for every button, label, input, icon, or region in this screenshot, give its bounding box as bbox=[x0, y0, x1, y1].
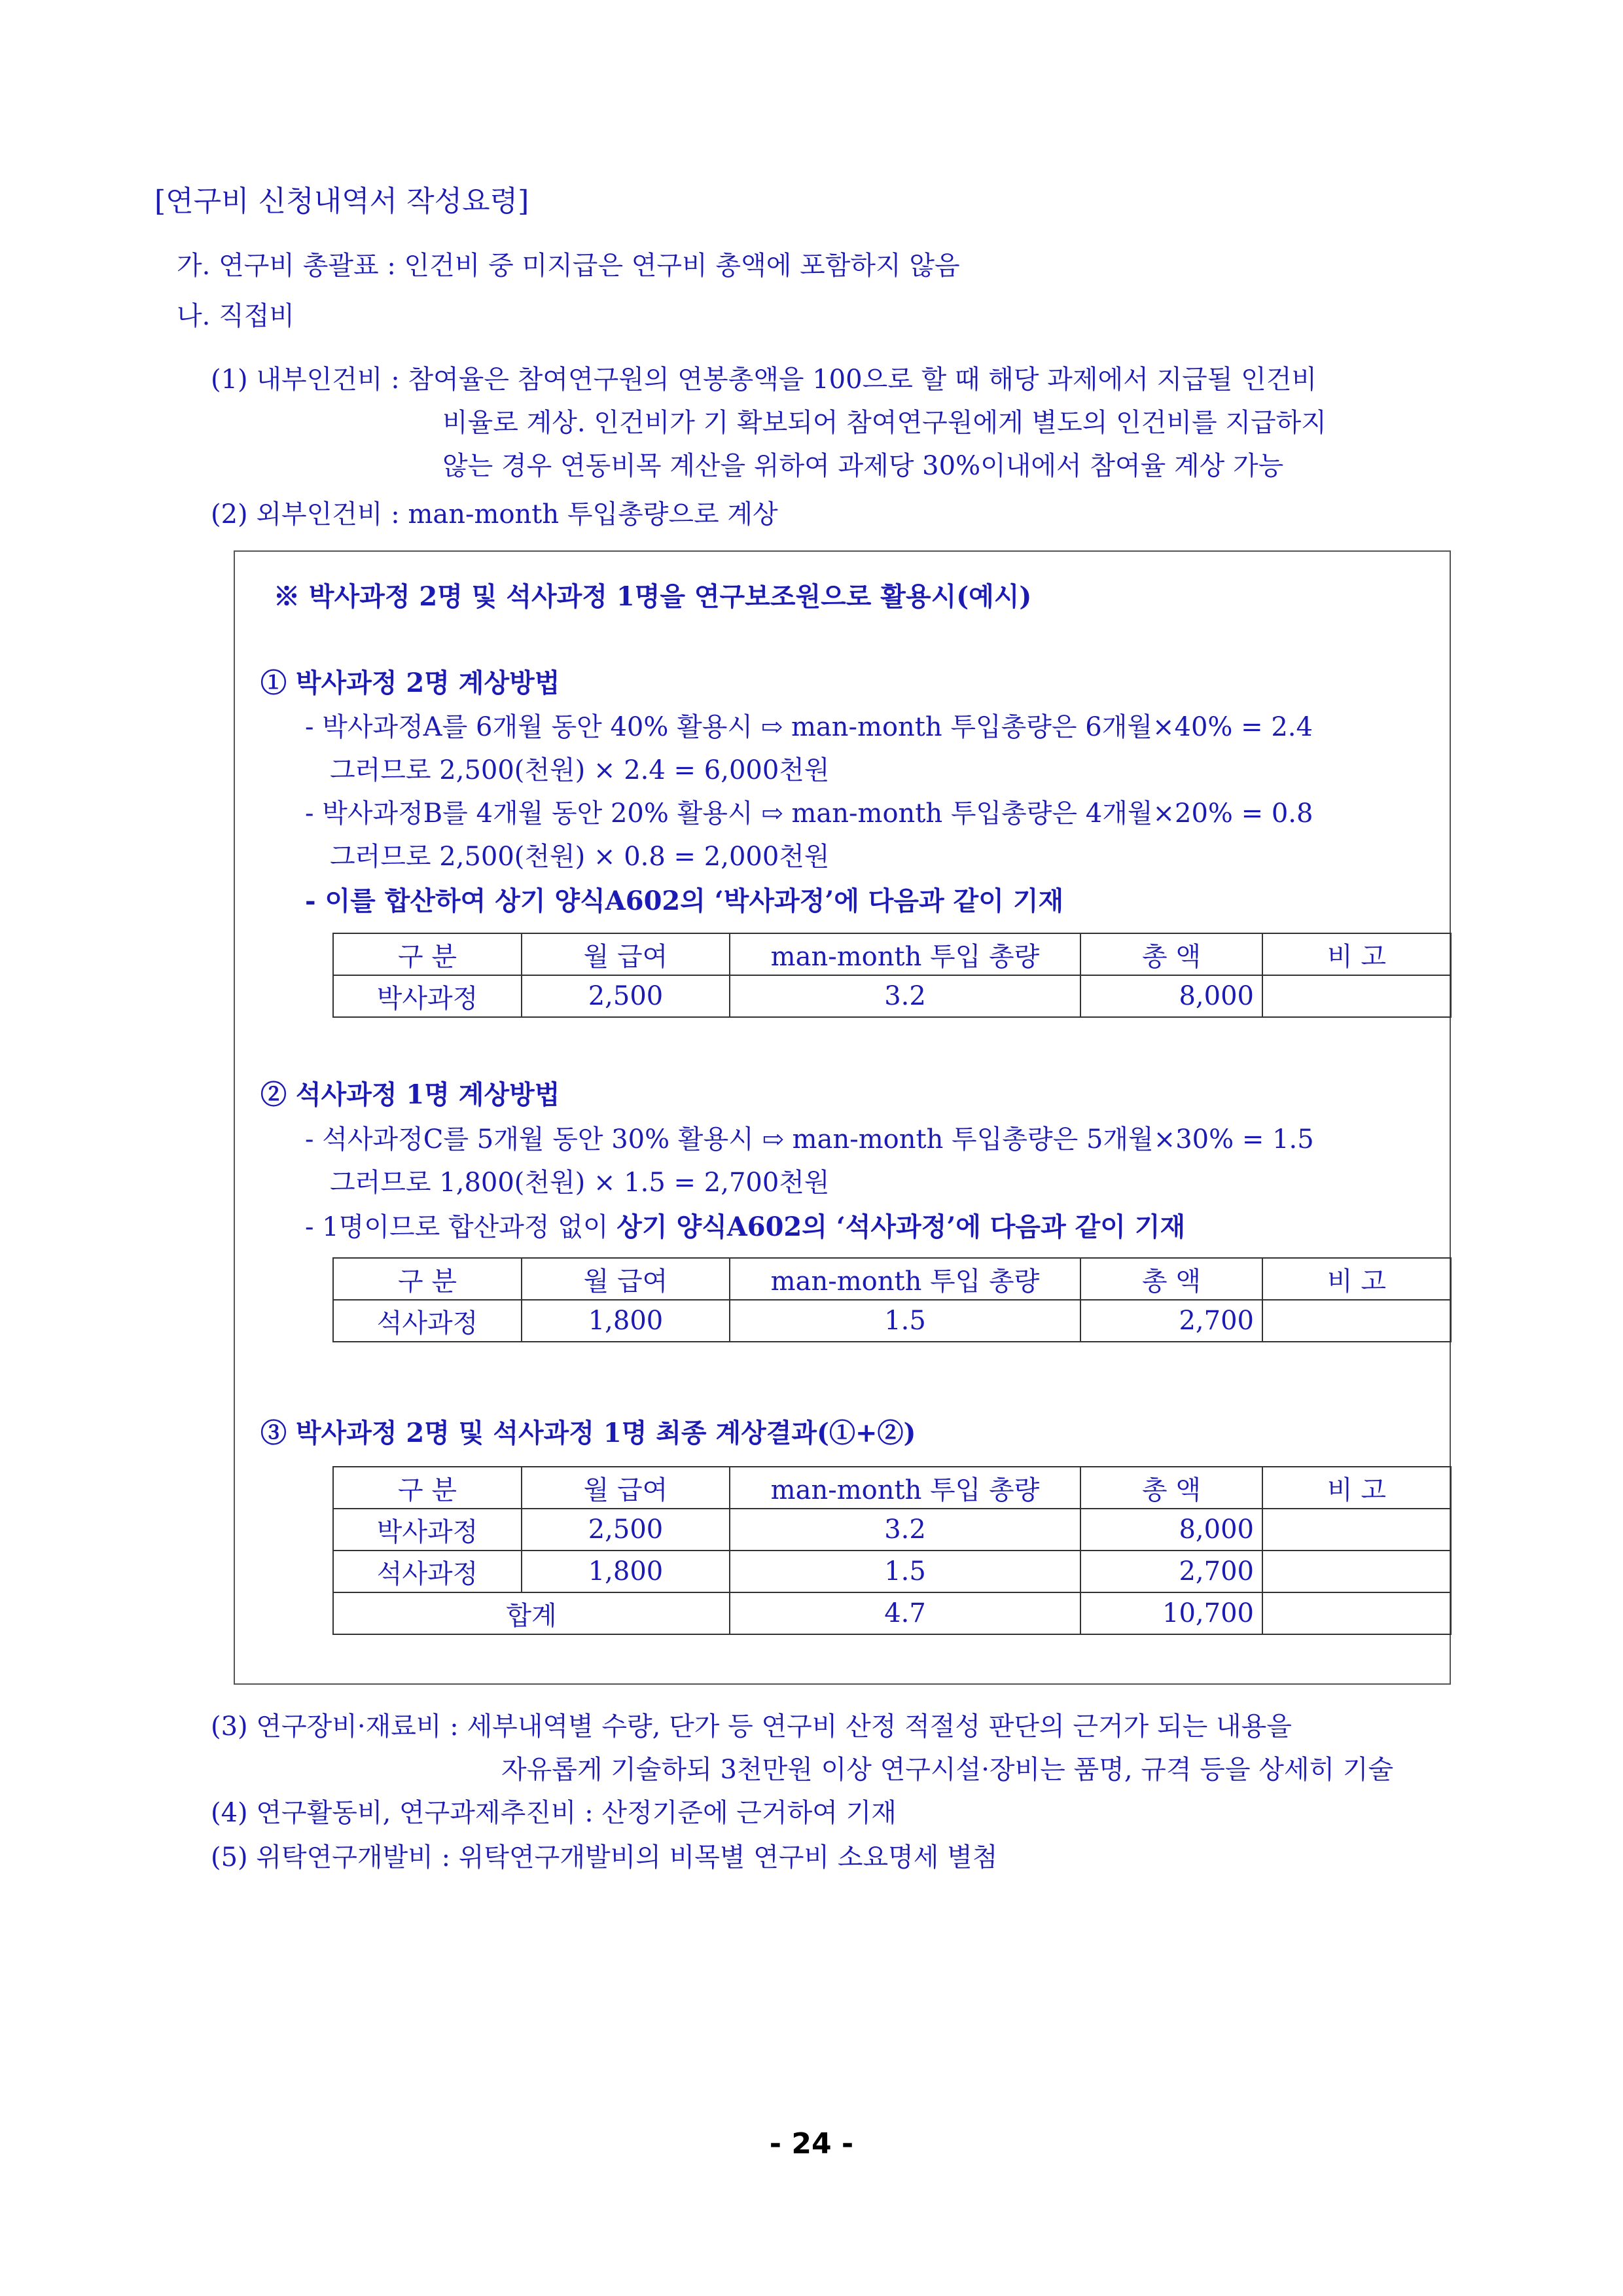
table-cell: 2,700 bbox=[1080, 1300, 1262, 1342]
header-cell: 월 급여 bbox=[522, 933, 730, 975]
header-cell: 구 분 bbox=[333, 933, 522, 975]
example-title: ※ 박사과정 2명 및 석사과정 1명을 연구보조원으로 활용시(예시) bbox=[274, 581, 1032, 612]
sec1-line5: - 이를 합산하여 상기 양식A602의 ‘박사과정’에 다음과 같이 기재 bbox=[305, 886, 1064, 916]
table-header-row bbox=[333, 1258, 1451, 1300]
table-row bbox=[333, 975, 1451, 1017]
sec1-heading: ① 박사과정 2명 계상방법 bbox=[260, 668, 560, 698]
total-cell: 10,700 bbox=[1080, 1592, 1262, 1634]
table-cell: 1,800 bbox=[522, 1300, 730, 1342]
table-cell bbox=[1262, 1551, 1451, 1592]
sec2-line1: - 석사과정C를 5개월 동안 30% 활용시 ⇨ man-month 투입총량은 5개월×30% = 1.5 bbox=[305, 1124, 1314, 1155]
table-masters bbox=[332, 1257, 1452, 1342]
header-cell: 총 액 bbox=[1080, 1258, 1262, 1300]
table-final bbox=[332, 1466, 1452, 1635]
table-cell: 2,700 bbox=[1080, 1551, 1262, 1592]
header-cell: 비 고 bbox=[1262, 1258, 1451, 1300]
table-header-row bbox=[333, 933, 1451, 975]
sec2-line3-plain: - 1명이므로 합산과정 없이 bbox=[305, 1212, 617, 1242]
table-cell: 석사과정 bbox=[333, 1551, 522, 1592]
p4-line: (4) 연구활동비, 연구과제추진비 : 산정기준에 근거하여 기재 bbox=[211, 1798, 897, 1828]
table-cell: 8,000 bbox=[1080, 975, 1262, 1017]
table-cell: 2,500 bbox=[522, 1509, 730, 1551]
table-cell: 1.5 bbox=[730, 1300, 1080, 1342]
item-na: 나. 직접비 bbox=[177, 301, 294, 331]
header-cell: man-month 투입 총량 bbox=[730, 1258, 1080, 1300]
header-cell: 총 액 bbox=[1080, 933, 1262, 975]
table-cell: 8,000 bbox=[1080, 1509, 1262, 1551]
table-row bbox=[333, 1551, 1451, 1592]
table-cell: 3.2 bbox=[730, 975, 1080, 1017]
table-cell: 3.2 bbox=[730, 1509, 1080, 1551]
item-ga: 가. 연구비 총괄표 : 인건비 중 미지급은 연구비 총액에 포함하지 않음 bbox=[177, 251, 960, 281]
table-cell: 박사과정 bbox=[333, 1509, 522, 1551]
table-cell bbox=[1262, 1300, 1451, 1342]
p2-line: (2) 외부인건비 : man-month 투입총량으로 계상 bbox=[211, 499, 778, 529]
sec2-line3-bold: 상기 양식A602의 ‘석사과정’에 다음과 같이 기재 bbox=[616, 1211, 1186, 1242]
table-cell: 박사과정 bbox=[333, 975, 522, 1017]
table-cell: 2,500 bbox=[522, 975, 730, 1017]
header-cell: 월 급여 bbox=[522, 1467, 730, 1509]
header-cell: 비 고 bbox=[1262, 933, 1451, 975]
total-cell bbox=[1262, 1592, 1451, 1634]
sec3-heading: ③ 박사과정 2명 및 석사과정 1명 최종 계상결과(①+②) bbox=[260, 1418, 916, 1448]
p3-line2: 자유롭게 기술하되 3천만원 이상 연구시설·장비는 품명, 규격 등을 상세히 기술 bbox=[501, 1755, 1394, 1785]
header-cell: 월 급여 bbox=[522, 1258, 730, 1300]
p5-line: (5) 위탁연구개발비 : 위탁연구개발비의 비목별 연구비 소요명세 별첨 bbox=[211, 1842, 998, 1873]
sec1-line2: 그러므로 2,500(천원) × 2.4 = 6,000천원 bbox=[330, 755, 830, 785]
header-cell: 총 액 bbox=[1080, 1467, 1262, 1509]
table-cell bbox=[1262, 975, 1451, 1017]
sec1-line3: - 박사과정B를 4개월 동안 20% 활용시 ⇨ man-month 투입총량은 4개월×20% = 0.8 bbox=[305, 798, 1313, 829]
table-cell bbox=[1262, 1509, 1451, 1551]
header-cell: man-month 투입 총량 bbox=[730, 933, 1080, 975]
table-header-row bbox=[333, 1467, 1451, 1509]
table-phd bbox=[332, 933, 1452, 1018]
table-row bbox=[333, 1300, 1451, 1342]
table-row bbox=[333, 1509, 1451, 1551]
document-heading: [연구비 신청내역서 작성요령] bbox=[154, 185, 529, 218]
p1-line3: 않는 경우 연동비목 계산을 위하여 과제당 30%이내에서 참여율 계상 가능 bbox=[442, 451, 1284, 481]
sec2-line3 bbox=[305, 1209, 1185, 1246]
p1-line1: (1) 내부인건비 : 참여율은 참여연구원의 연봉총액을 100으로 할 때 해당 과제에서 지급될 인건비 bbox=[211, 365, 1317, 395]
header-cell: 구 분 bbox=[333, 1467, 522, 1509]
header-cell: man-month 투입 총량 bbox=[730, 1467, 1080, 1509]
header-cell: 비 고 bbox=[1262, 1467, 1451, 1509]
sec1-line4: 그러므로 2,500(천원) × 0.8 = 2,000천원 bbox=[330, 842, 830, 872]
table-cell: 석사과정 bbox=[333, 1300, 522, 1342]
table-cell: 1,800 bbox=[522, 1551, 730, 1592]
header-cell: 구 분 bbox=[333, 1258, 522, 1300]
page-number: - 24 - bbox=[769, 2127, 854, 2161]
sec2-line2: 그러므로 1,800(천원) × 1.5 = 2,700천원 bbox=[330, 1168, 830, 1198]
total-label-cell: 합계 bbox=[333, 1592, 730, 1634]
p3-line1: (3) 연구장비·재료비 : 세부내역별 수량, 단가 등 연구비 산정 적절성 판단의 근거가 되는 내용을 bbox=[211, 1712, 1292, 1742]
table-total-row bbox=[333, 1592, 1451, 1634]
sec2-heading: ② 석사과정 1명 계상방법 bbox=[260, 1079, 560, 1110]
total-cell: 4.7 bbox=[730, 1592, 1080, 1634]
table-cell: 1.5 bbox=[730, 1551, 1080, 1592]
p1-line2: 비율로 계상. 인건비가 기 확보되어 참여연구원에게 별도의 인건비를 지급하지 bbox=[442, 408, 1327, 438]
sec1-line1: - 박사과정A를 6개월 동안 40% 활용시 ⇨ man-month 투입총량은 6개월×40% = 2.4 bbox=[305, 712, 1313, 742]
